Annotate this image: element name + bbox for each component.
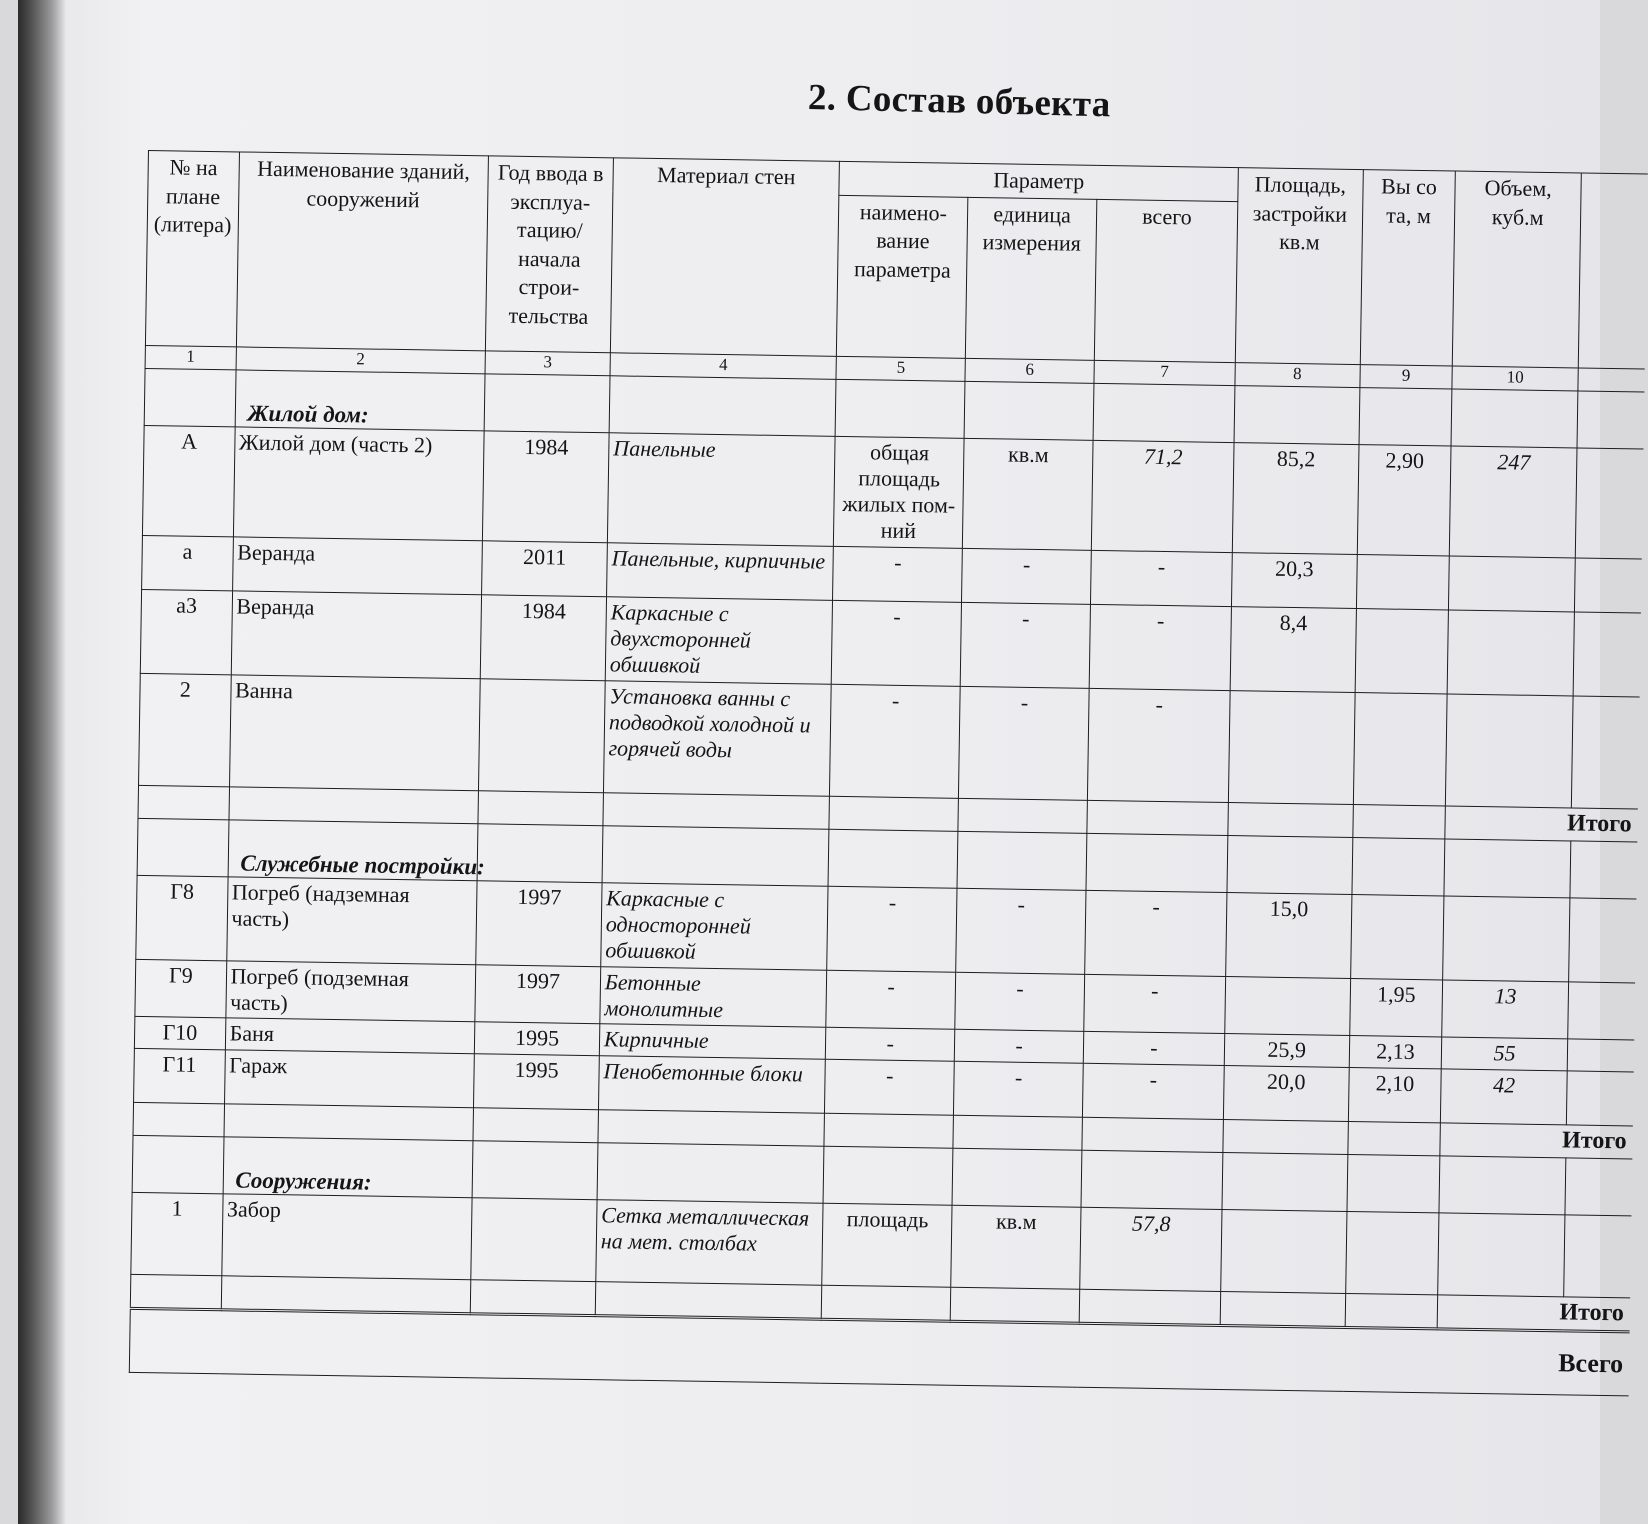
- cell-material: Каркасные с односторонней обшивкой: [601, 883, 829, 971]
- cell-material: Панельные, кирпичные: [606, 543, 833, 601]
- col-number: 4: [610, 353, 837, 380]
- cell-height: [1356, 555, 1449, 610]
- cell-year: 1995: [474, 1054, 600, 1110]
- cell-volume: 55: [1441, 1037, 1567, 1071]
- cell-param-total: 71,2: [1091, 440, 1234, 552]
- cell-name: Веранда: [232, 537, 482, 595]
- cell-param-total: -: [1084, 974, 1226, 1033]
- page-title: 2. Состав объекта: [807, 77, 1112, 126]
- cell-param-name: -: [827, 886, 957, 972]
- cell-height: 1,95: [1349, 978, 1442, 1036]
- cell-param-name: площадь: [822, 1203, 952, 1287]
- cell-built-area: [1225, 977, 1351, 1036]
- cell-height: [1350, 894, 1444, 979]
- cell-year: 1997: [476, 881, 602, 967]
- cell-litera: Г11: [134, 1048, 225, 1103]
- cell-param-total: -: [1083, 1031, 1224, 1065]
- col-number: 7: [1094, 360, 1235, 385]
- section-label-service: Служебные постройки:: [228, 820, 478, 881]
- subtotal-label: Итого: [1437, 1295, 1630, 1332]
- col-number: 6: [965, 358, 1094, 383]
- cell-litera: А: [142, 425, 234, 536]
- cell-param-total: 57,8: [1080, 1207, 1222, 1291]
- cell-volume: 247: [1450, 446, 1577, 558]
- cell-height: 2,13: [1349, 1035, 1442, 1068]
- cell-year: 1997: [475, 965, 601, 1024]
- cell-litera: 2: [139, 673, 231, 786]
- subtotal-label: Итого: [1440, 1123, 1633, 1159]
- col-number: 8: [1235, 363, 1360, 388]
- cell-litera: а3: [140, 589, 232, 674]
- cell-param-total: -: [1090, 550, 1232, 606]
- object-composition-table: [129, 150, 1648, 1396]
- cell-volume: [1449, 556, 1576, 612]
- cell-volume: [1447, 610, 1574, 696]
- cell-name: Жилой дом (часть 2): [233, 427, 484, 541]
- cell-litera: Г9: [135, 959, 226, 1017]
- cell-param-unit: -: [954, 1061, 1084, 1117]
- cell-name: Ванна: [229, 675, 480, 791]
- col-number-cut: [1578, 368, 1645, 392]
- cell-name: Погреб (надземная часть): [226, 877, 477, 965]
- cell-built-area: [1221, 1209, 1347, 1293]
- cell-param-total: -: [1089, 604, 1231, 690]
- cell-volume: [1438, 1213, 1565, 1297]
- cell-built-area: [1228, 691, 1355, 805]
- cell-name: Забор: [221, 1194, 472, 1280]
- cell-volume: 13: [1442, 980, 1569, 1039]
- cell-param-total: -: [1082, 1063, 1224, 1119]
- col-number: 3: [485, 351, 610, 376]
- cell-param-unit: -: [959, 686, 1090, 800]
- cell-param-name: -: [826, 1027, 955, 1061]
- cell-param-name: -: [833, 546, 963, 602]
- col-header-height: Вы со та, м: [1360, 170, 1456, 366]
- cell-param-name: -: [830, 684, 961, 798]
- col-header-name: Наименование зданий, сооружений: [236, 152, 489, 351]
- cell-built-area: 85,2: [1232, 443, 1358, 555]
- col-header-param-name: наимено-вание параметра: [837, 195, 968, 358]
- cell-year: 1995: [474, 1022, 599, 1056]
- cell-year: 1984: [480, 595, 606, 681]
- cell-param-name: -: [825, 1059, 955, 1115]
- col-header-param-unit: единица измерения: [965, 197, 1096, 360]
- col-number: 9: [1360, 365, 1453, 389]
- cell-litera: Г10: [134, 1016, 225, 1049]
- cell-param-total: -: [1087, 688, 1230, 802]
- cell-param-unit: -: [955, 972, 1085, 1031]
- object-composition-table-wrapper: [129, 150, 1648, 1396]
- col-number: 1: [145, 345, 236, 369]
- cell-litera: Г8: [136, 875, 228, 960]
- cell-param-name: общая площадь жилых пом-ний: [834, 436, 965, 548]
- col-header-year: Год ввода в эксплуа-тацию/ начала строи-тельства: [486, 156, 614, 353]
- cell-volume: 42: [1441, 1069, 1568, 1125]
- cell-material: Панельные: [607, 433, 835, 547]
- section-label-residential: Жилой дом:: [235, 370, 485, 431]
- col-header-volume: Объем, куб.м: [1453, 171, 1582, 368]
- cell-built-area: 20,0: [1223, 1066, 1349, 1122]
- col-number: 10: [1452, 366, 1578, 391]
- cell-param-unit: -: [962, 548, 1092, 604]
- col-header-cut: [1578, 173, 1648, 369]
- cell-height: 2,10: [1348, 1067, 1441, 1122]
- cell-year: [479, 679, 606, 793]
- cell-param-unit: кв.м: [951, 1205, 1081, 1289]
- col-header-built-area: Площадь, застройки кв.м: [1235, 168, 1363, 365]
- cell-year: [471, 1198, 597, 1282]
- cell-name: Веранда: [231, 591, 482, 679]
- cell-year: 1984: [483, 431, 609, 543]
- cell-material: Бетонные монолитные: [600, 967, 827, 1028]
- cell-param-name: -: [832, 600, 962, 686]
- col-header-plan-number: № на плане (литера): [145, 151, 239, 347]
- cell-material: Установка ванны с подводкой холодной и горячей воды: [603, 681, 831, 797]
- cell-volume: [1443, 896, 1570, 982]
- col-header-parameter: Параметр: [839, 161, 1238, 201]
- cell-height: 2,90: [1357, 445, 1451, 556]
- cell-material: Сетка металлическая на мет. столбах: [596, 1200, 824, 1286]
- cell-param-unit: -: [956, 888, 1086, 974]
- cell-param-total: -: [1085, 890, 1227, 976]
- cell-param-unit: кв.м: [962, 438, 1093, 550]
- cell-built-area: 15,0: [1226, 893, 1352, 979]
- scanned-page: [18, 0, 1632, 1524]
- cell-height: [1355, 609, 1449, 694]
- col-number: 5: [836, 356, 965, 381]
- cell-height: [1345, 1211, 1439, 1294]
- cell-litera: а: [142, 535, 233, 590]
- cell-material: Каркасные с двухсторонней обшивкой: [605, 597, 833, 685]
- cell-param-name: -: [826, 970, 956, 1029]
- cell-material: Пенобетонные блоки: [598, 1056, 825, 1114]
- cell-built-area: 8,4: [1230, 607, 1356, 693]
- cell-built-area: 20,3: [1231, 553, 1357, 609]
- cell-year: 2011: [482, 541, 608, 597]
- cell-param-unit: -: [954, 1029, 1083, 1063]
- cell-height: [1353, 693, 1447, 806]
- col-number: 2: [236, 347, 486, 374]
- binding-shadow: [18, 0, 66, 1524]
- section-label-structures: Сооружения:: [223, 1137, 473, 1198]
- cell-material: Кирпичные: [599, 1024, 826, 1060]
- cell-param-unit: -: [960, 602, 1090, 688]
- cell-name: Погреб (подземная часть): [225, 961, 475, 1022]
- cell-name: Баня: [225, 1018, 475, 1054]
- col-header-param-total: всего: [1094, 199, 1237, 363]
- cell-built-area: 25,9: [1224, 1034, 1349, 1068]
- grand-total-label: Всего: [129, 1308, 1629, 1396]
- col-header-material: Материал стен: [610, 158, 839, 357]
- subtotal-label: Итого: [1445, 806, 1638, 842]
- cell-litera: 1: [131, 1192, 223, 1275]
- cell-volume: [1446, 694, 1574, 808]
- cell-name: Гараж: [224, 1050, 474, 1108]
